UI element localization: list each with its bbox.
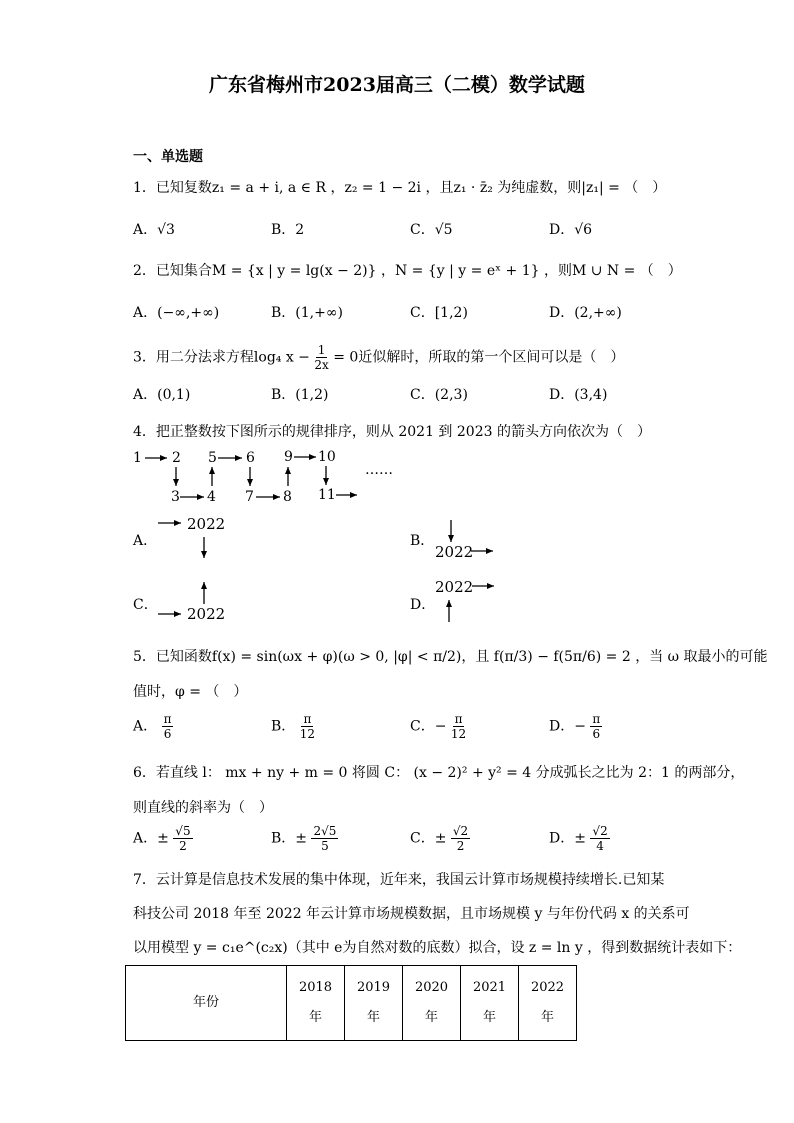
q5-b-num: π <box>303 712 312 726</box>
q6-d-den: 4 <box>596 839 604 853</box>
question-1-stem: 1．已知复数z₁ = a + i, a ∈ R ，z₂ = 1 − 2i ，且z₁ · z̄₂ 为纯虚数，则|z₁| = （ ） <box>133 180 667 196</box>
figure-number-6: 6 <box>246 450 255 466</box>
question-7-line3: 以用模型 y = c₁e^(c₂x)（其中 e为自然对数的底数）拟合，设 z = ln y ，得到数据统计表如下： <box>133 940 742 956</box>
q6-a-den: 2 <box>179 839 187 853</box>
q6-c-den: 2 <box>456 839 465 853</box>
question-7-line1: 7．云计算是信息技术发展的集中体现，近年来，我国云计算市场规模持续增长.已知某 <box>133 872 665 888</box>
q5-d-num: π <box>592 712 601 726</box>
q5-c-num: π <box>454 712 463 726</box>
q5-option-a <box>133 712 173 741</box>
q6-b-num: 2√5 <box>313 824 337 838</box>
data-table <box>125 965 577 1041</box>
q5-b-prefix: B． <box>271 718 296 735</box>
figure-number-2: 2 <box>172 450 181 466</box>
table-cell: 2021 年 <box>461 966 519 1041</box>
q3-option-b: B．(1,2) <box>271 387 329 403</box>
q4-option-b-label: B． <box>410 533 435 549</box>
q6-option-b <box>271 824 338 853</box>
q5-a-den: 6 <box>163 727 172 741</box>
question-5-stem-line1: 5．已知函数f(x) = sin(ωx + φ)(ω > 0, |φ| < π/2)，且 f(π/3) − f(5π/6) = 2 ，当 ω 取最小的可能 <box>133 649 768 665</box>
figure-number-1: 1 <box>133 450 142 466</box>
q4-option-c-label: C． <box>133 597 158 613</box>
figure-number-8: 8 <box>283 489 292 505</box>
q1-option-b: B．2 <box>271 222 305 238</box>
q5-option-c <box>410 712 466 741</box>
figure-number-10: 10 <box>318 449 336 465</box>
q6-option-d <box>549 824 610 853</box>
table-cell: 2020 年 <box>403 966 461 1041</box>
q6-a-num: √5 <box>175 824 191 838</box>
q4-option-d-label: D． <box>410 597 436 613</box>
q3-option-d: D．(3,4) <box>549 387 608 403</box>
table-cell: 2019 年 <box>345 966 403 1041</box>
q5-option-b <box>271 712 315 741</box>
table-header-year: 年份 <box>126 966 287 1041</box>
q5-d-prefix: D．− <box>549 718 586 735</box>
q6-b-den: 5 <box>321 839 329 853</box>
q5-c-den: 12 <box>450 727 467 741</box>
table-cell: 2022 年 <box>519 966 577 1041</box>
q6-c-num: √2 <box>452 824 469 838</box>
q2-option-b: B．(1,+∞) <box>271 305 343 321</box>
q5-b-den: 12 <box>299 727 316 741</box>
question-6-stem-line1: 6．若直线 l： mx + ny + m = 0 将圆 C： (x − 2)² + y² = 4 分成弧长之比为 2：1 的两部分， <box>133 765 745 781</box>
q2-option-a: A．(−∞,+∞) <box>133 305 220 321</box>
q4-option-b-number: 2022 <box>435 543 474 561</box>
q4-pattern-arrows <box>145 457 494 622</box>
q6-d-num: √2 <box>592 824 608 838</box>
q5-c-prefix: C．− <box>410 718 447 735</box>
figure-number-5: 5 <box>208 450 217 466</box>
q4-option-c-number: 2022 <box>187 605 226 623</box>
q5-option-d <box>549 712 602 741</box>
q1-option-a: A．√3 <box>133 222 175 238</box>
q2-option-d: D．(2,+∞) <box>549 305 622 321</box>
figure-ellipsis: …… <box>365 462 393 478</box>
figure-number-11: 11 <box>318 487 336 503</box>
q4-option-d-number: 2022 <box>435 578 474 596</box>
q4-option-a-label: A． <box>133 533 158 549</box>
q1-option-c: C．√5 <box>410 222 453 238</box>
q5-d-den: 6 <box>592 727 601 741</box>
q3-frac-den: 2x <box>314 358 329 372</box>
figure-number-9: 9 <box>284 449 293 465</box>
q6-option-a <box>133 824 193 853</box>
q6-c-prefix: C．± <box>410 830 447 847</box>
table-cell: 2018 年 <box>287 966 345 1041</box>
table-row <box>126 966 577 1041</box>
question-4-stem: 4．把正整数按下图所示的规律排序，则从 2021 到 2023 的箭头方向依次为（ ） <box>133 424 651 440</box>
q5-a-num: π <box>163 712 172 726</box>
section-heading: 一、单选题 <box>133 149 203 165</box>
q3-option-c: C．(2,3) <box>410 387 468 403</box>
q3-option-a: A．(0,1) <box>133 387 191 403</box>
figure-number-7: 7 <box>245 489 254 505</box>
q6-a-prefix: A．± <box>133 830 169 847</box>
q2-option-c: C．[1,2) <box>410 305 468 321</box>
q5-a-prefix: A． <box>133 718 158 735</box>
q6-d-prefix: D．± <box>549 830 586 847</box>
figure-number-3: 3 <box>171 489 180 505</box>
q1-option-d: D．√6 <box>549 222 593 238</box>
question-7-line2: 科技公司 2018 年至 2022 年云计算市场规模数据，且市场规模 y 与年份代码 x 的关系可 <box>133 906 690 922</box>
q3-stem-pre: 3．用二分法求方程log₄ x − <box>133 349 310 366</box>
q3-frac-num: 1 <box>317 343 326 357</box>
q4-option-a-number: 2022 <box>187 515 226 533</box>
q6-b-prefix: B．± <box>271 830 308 847</box>
q3-stem-post: = 0近似解时，所取的第一个区间可以是（ ） <box>333 349 625 366</box>
question-2-stem: 2．已知集合M = {x | y = lg(x − 2)} ，N = {y | y = eˣ + 1} ，则M ∪ N = （ ） <box>133 263 682 279</box>
figure-number-4: 4 <box>207 489 216 505</box>
page-title: 广东省梅州市2023届高三（二模）数学试题 <box>209 74 585 96</box>
question-5-stem-line2: 值时，φ = （ ） <box>133 684 248 700</box>
q6-option-c <box>410 824 470 853</box>
question-6-stem-line2: 则直线的斜率为（ ） <box>133 800 273 816</box>
